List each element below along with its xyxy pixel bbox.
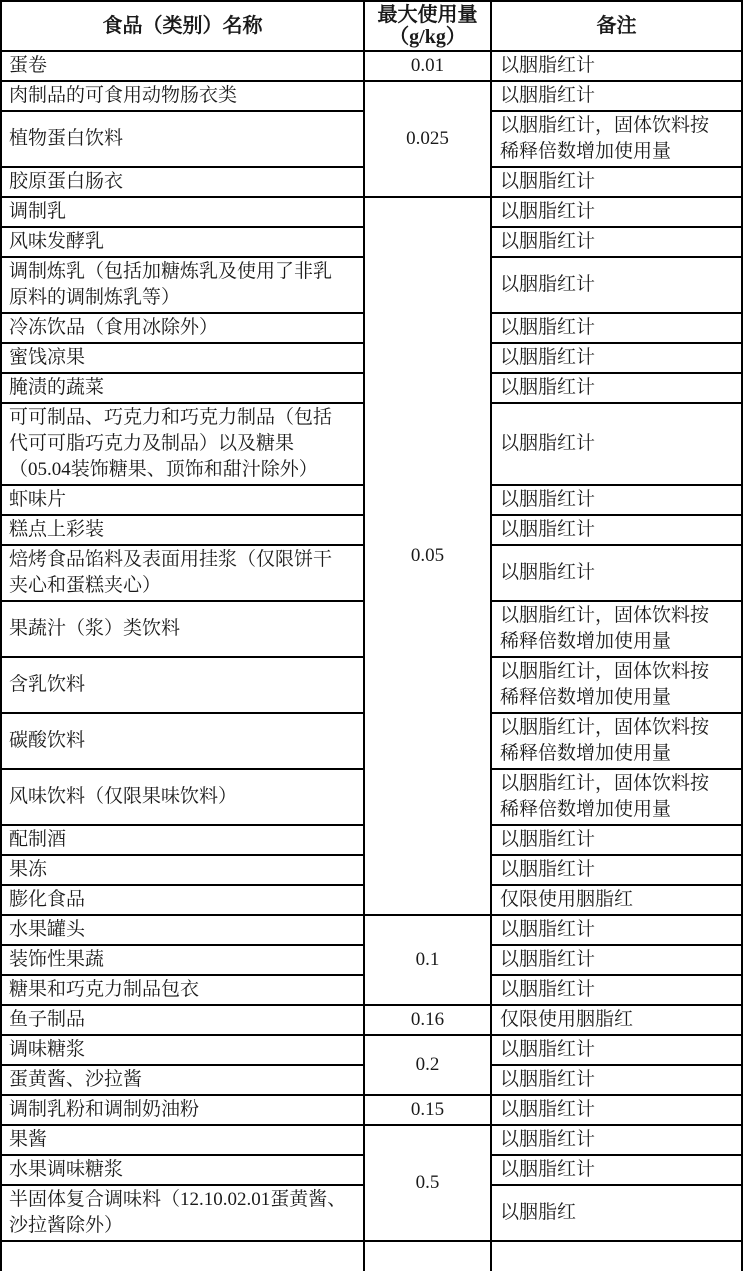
max-usage-cell: 0.16 [364,1005,491,1035]
note-cell: 以胭脂红计 [491,485,742,515]
note-cell: 以胭脂红计 [491,545,742,601]
table-row [1,51,742,81]
food-name-cell: 鱼子制品 [1,1005,364,1035]
max-usage-cell: 0.15 [364,1095,491,1125]
header-note: 备注 [491,1,742,51]
food-name-cell: 植物蛋白饮料 [1,111,364,167]
note-cell: 以胭脂红计 [491,975,742,1005]
note-cell: 以胭脂红计，固体饮料按稀释倍数增加使用量 [491,111,742,167]
food-name-cell: 风味饮料（仅限果味饮料） [1,769,364,825]
food-name-cell: 蛋卷 [1,51,364,81]
table-row [1,1095,742,1125]
food-name-cell: 调制乳粉和调制奶油粉 [1,1095,364,1125]
note-cell: 以胭脂红计 [491,915,742,945]
food-name-cell: 膨化食品 [1,885,364,915]
note-cell: 以胭脂红计 [491,1065,742,1095]
food-name-cell: 腌渍的蔬菜 [1,373,364,403]
food-name-cell: 蛋黄酱、沙拉酱 [1,1065,364,1095]
note-cell: 以胭脂红计 [491,1095,742,1125]
food-name-cell: 肉制品的可食用动物肠衣类 [1,81,364,111]
food-name-cell: 半固体复合调味料（12.10.02.01蛋黄酱、沙拉酱除外） [1,1185,364,1241]
note-cell: 以胭脂红计 [491,197,742,227]
max-usage-cell: 0.2 [364,1035,491,1095]
table-header [1,1,742,51]
note-cell: 以胭脂红计 [491,343,742,373]
note-cell: 以胭脂红计，固体饮料按稀释倍数增加使用量 [491,769,742,825]
table-row [1,197,742,227]
note-cell: 以胭脂红计，固体饮料按稀释倍数增加使用量 [491,657,742,713]
note-cell: 以胭脂红 [491,1185,742,1241]
food-name-cell: 含乳饮料 [1,657,364,713]
note-cell: 以胭脂红计 [491,81,742,111]
note-cell: 仅限使用胭脂红 [491,1005,742,1035]
food-name-cell: 调制炼乳（包括加糖炼乳及使用了非乳原料的调制炼乳等） [1,257,364,313]
header-row [1,1,742,51]
note-cell: 以胭脂红计 [491,51,742,81]
food-name-cell: 蜜饯凉果 [1,343,364,373]
food-name-cell: 糖果和巧克力制品包衣 [1,975,364,1005]
note-cell: 以胭脂红计 [491,167,742,197]
food-name-cell: 冷冻饮品（食用冰除外） [1,313,364,343]
table-row [1,1005,742,1035]
note-cell [491,1241,742,1271]
food-name-cell: 糕点上彩装 [1,515,364,545]
max-usage-cell: 0.5 [364,1125,491,1241]
max-usage-cell [364,1241,491,1271]
food-name-cell: 水果调味糖浆 [1,1155,364,1185]
food-name-cell: 可可制品、巧克力和巧克力制品（包括代可可脂巧克力及制品）以及糖果（05.04装饰糖果、顶饰和甜汁除外） [1,403,364,485]
food-name-cell: 果酱 [1,1125,364,1155]
note-cell: 以胭脂红计，固体饮料按稀释倍数增加使用量 [491,601,742,657]
table-row [1,1125,742,1155]
note-cell: 以胭脂红计 [491,515,742,545]
table-row [1,81,742,111]
max-usage-cell: 0.025 [364,81,491,197]
food-name-cell: 果冻 [1,855,364,885]
food-name-cell: 碳酸饮料 [1,713,364,769]
food-name-cell [1,1241,364,1271]
table-row [1,915,742,945]
note-cell: 以胭脂红计，固体饮料按稀释倍数增加使用量 [491,713,742,769]
note-cell: 以胭脂红计 [491,313,742,343]
max-usage-cell: 0.1 [364,915,491,1005]
note-cell: 以胭脂红计 [491,855,742,885]
note-cell: 以胭脂红计 [491,1035,742,1065]
header-max-usage-line2: （g/kg） [389,26,466,48]
food-name-cell: 水果罐头 [1,915,364,945]
note-cell: 以胭脂红计 [491,1155,742,1185]
food-name-cell: 焙烤食品馅料及表面用挂浆（仅限饼干夹心和蛋糕夹心） [1,545,364,601]
max-usage-cell: 0.01 [364,51,491,81]
table-row-partial [1,1241,742,1271]
food-name-cell: 调制乳 [1,197,364,227]
food-name-cell: 装饰性果蔬 [1,945,364,975]
food-name-cell: 虾味片 [1,485,364,515]
note-cell: 以胭脂红计 [491,825,742,855]
header-max-usage-line1: 最大使用量 [377,4,478,26]
note-cell: 以胭脂红计 [491,227,742,257]
table-row [1,1035,742,1065]
food-name-cell: 胶原蛋白肠衣 [1,167,364,197]
note-cell: 以胭脂红计 [491,1125,742,1155]
food-name-cell: 配制酒 [1,825,364,855]
food-name-cell: 风味发酵乳 [1,227,364,257]
header-max-usage [364,1,491,51]
note-cell: 以胭脂红计 [491,373,742,403]
header-food-name: 食品（类别）名称 [1,1,364,51]
note-cell: 以胭脂红计 [491,403,742,485]
table-body [1,51,742,1271]
food-name-cell: 果蔬汁（浆）类饮料 [1,601,364,657]
note-cell: 仅限使用胭脂红 [491,885,742,915]
note-cell: 以胭脂红计 [491,257,742,313]
note-cell: 以胭脂红计 [491,945,742,975]
food-name-cell: 调味糖浆 [1,1035,364,1065]
max-usage-cell: 0.05 [364,197,491,915]
